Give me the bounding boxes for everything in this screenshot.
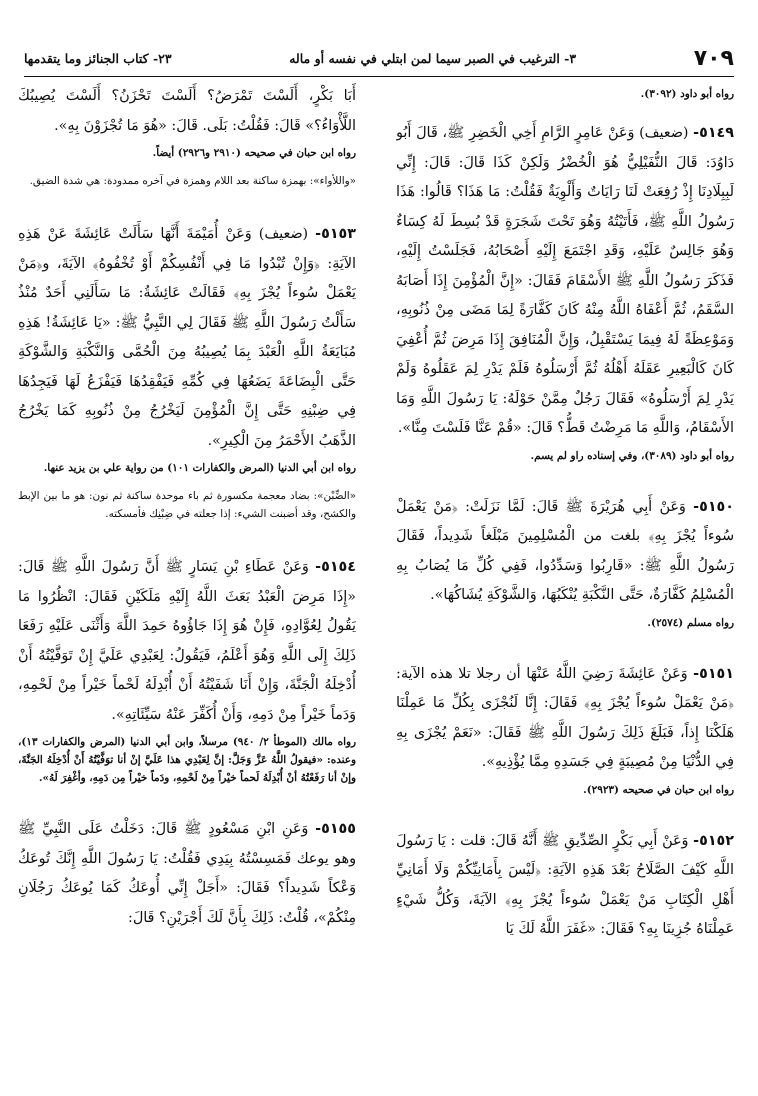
hadith-text: وَعَنْ عَائِشَةَ رَضِيَ اللَّهُ عَنْهَا أن رجلا تلا هذه الآية: ﴿مَنْ يَعْمَلْ سُوءاً يُجْزَ بِهِ﴾ فَقَالَ: إِنَّا لَنُجْزَى بِكُلِّ مَا عَمِلْنَا هَلَكْنَا إِذاً، فَبَلَغَ ذَلِكَ رَسُولَ اللَّهِ ﷺ فَقَالَ: «نَعَمْ يُجْزَى بِهِ فِي الدُّنْيَا مِنْ مُصِيبَةٍ فِي جَسَدِهِ مِمَّا يُؤْذِيهِ». [396, 665, 734, 770]
hadith-reference: رواه مالك (الموطأ ٢/ ٩٤٠) مرسلاً، وابن أبي الدنيا (المرض والكفارات ١٣)، وعنده: «فيقولُ اللَّهُ عَزَّ وَجَلَّ: إنَّ لِعَبْدِي هذا عَلَيَّ إنْ أنا توَفَّيْتُهُ أَنْ أُدْخِلَهُ الجَنَّةَ، وإنْ أنا رَفَعْتُهُ أنْ أُبْدِلَهُ لَحماً خيْراً مِنْ لَحْمِهِ، ودَماً خيْراً مِن دَمِهِ، وأغْفِرَ لَهُ». [18, 736, 356, 784]
hadith-5149 [396, 119, 734, 444]
page-number: ٧٠٩ [693, 45, 734, 71]
left-column [18, 82, 356, 1082]
hadith-text: وَعَنْ أَبِي بَكْرٍ الصِّدِّيقِ ﷺ أَنَّهُ قَالَ: قلت : يَا رَسُولَ اللَّهِ كَيْفَ الصَّلَاحُ بَعْدَ هَذِهِ الآيَةِ: ﴿لَيْسَ بِأَمَانِيِّكُمْ وَلَا أَمَانِيِّ أَهْلِ الْكِتَابِ مَنْ يَعْمَلْ سُوءاً يُجْزَ بِهِ﴾ الآيَةَ، وَكُلُّ شَيْءٍ عَمِلْنَاهُ جُزِينَا بِهِ؟ فَقَالَ: «غَفَرَ اللَّهُ لَكَ يَا [396, 832, 734, 937]
book-title: ٢٣- كتاب الجنائز وما يتقدمها [24, 50, 172, 66]
hadith-5155 [18, 815, 356, 933]
hadith-reference: رواه مسلم (٢٥٧٤). [647, 616, 734, 629]
hadith-text: وَعَنْ عَطَاءِ بْنِ يَسَارٍ ﷺ أَنَّ رَسُولَ اللَّهِ ﷺ قَالَ: «إِذَا مَرِضَ الْعَبْدُ بَعَثَ اللَّهُ إِلَيْهِ مَلَكَيْنِ فَقَالَ: انْظُرُوا مَا يَقُولُ لِعُوَّادِهِ، فَإِنْ هُوَ إِذَا جَاؤُوهُ حَمِدَ اللَّهَ وَأَثْنَى عَلَيْهِ رَفَعَا ذَلِكَ إِلَى اللَّهِ وَهُوَ أَعْلَمُ، فَيَقُولُ: لِعَبْدِي عَلَيَّ إِنْ تَوَفَّيْتُهُ أَنْ أُدْخِلَهُ الْجَنَّةَ، وَإِنْ أَنَا شَفَيْتُهُ أَنْ أُبْدِلَهُ لَحْماً خَيْراً مِنْ لَحْمِهِ، وَدَماً خَيْراً مِنْ دَمِهِ، وَأَنْ أُكَفِّرَ عَنْهُ سَيِّئَاتِهِ». [18, 559, 356, 723]
hadith-reference: رواه ابن أبي الدنيا (المرض والكفارات ١٠١) من رواية علي بن يزيد عنها. [43, 462, 356, 474]
hadith-number: ٥١٤٩- [693, 125, 734, 141]
hadith-number: ٥١٥٠- [693, 498, 734, 515]
right-column [396, 82, 734, 1082]
top-reference: رواه أبو داود (٣٠٩٢). [640, 88, 734, 100]
hadith-5152 [396, 827, 734, 945]
hadith-5150 [396, 493, 734, 611]
hadith-text: (ضعيف) وَعَنْ أُمَيْمَةَ أَنَّهَا سَأَلَتْ عَائِشَةَ عَنْ هَذِهِ الآيَةِ: ﴿وَإِنْ تُبْدُوا مَا فِي أَنْفُسِكُمْ أَوْ تُخْفُوهُ﴾ الآيَةَ، و﴿مَنْ يَعْمَلْ سُوءاً يُجْزَ بِهِ﴾ فَقَالَتْ عَائِشَةُ: مَا سَأَلَنِي أَحَدٌ مُنْذُ سَأَلْتُ رَسُولَ اللَّهِ ﷺ فَقَالَ لِي النَّبِيُّ ﷺ: «يَا عَائِشَةُ! هَذِهِ مُبَايَعَةُ اللَّهِ الْعَبْدَ بِمَا يُصِيبُهُ مِنَ الْحُمَّى وَالنَّكْبَةِ وَالشَّوْكَةِ حَتَّى الْبِضَاعَةَ يَضَعُهَا فِي كُمِّهِ فَيَفْقِدُهَا فَيَفْزَعُ لَهَا فَيَجِدُهَا فِي ضِبْنِهِ حَتَّى إِنَّ الْمُؤْمِنَ لَيَخْرُجُ مِنْ ذُنُوبِهِ كَمَا يَخْرُجُ الذَّهَبُ الأَحْمَرُ مِنَ الْكِيرِ». [18, 226, 356, 449]
hadith-5154 [18, 553, 356, 730]
hadith-text: وَعَنِ ابْنِ مَسْعُودٍ ﷺ قَالَ: دَخَلْتُ عَلَى النَّبِيِّ ﷺ وهو يوعك فَمَسِسْتُهُ بِيَدِي فَقُلْتُ: يَا رَسُولَ اللَّهِ إِنَّكَ تُوعَكُ وَعْكاً شَدِيداً؟ فَقَالَ: «أَجَلْ إِنِّي أُوعَكُ كَمَا يُوعَكُ رَجُلَانِ مِنْكُمْ»، قُلْتُ: ذَلِكَ بِأَنَّ لَكَ أَجْرَيْنِ؟ قَالَ: [18, 821, 356, 926]
hadith-5152-continuation: أَبَا بَكْرٍ، أَلَسْتَ تَمْرَضُ؟ أَلَسْتَ تَحْزَنُ؟ أَلَسْتَ يُصِيبُكَ اللَّأْوَاءُ؟» قَالَ: فَقُلْتُ: بَلَى. قَالَ: «هُوَ مَا تُجْزَوْنَ بِهِ». [18, 88, 356, 134]
hadith-5153 [18, 220, 356, 456]
hadith-number: ٥١٥٣- [315, 226, 356, 242]
hadith-number: ٥١٥٢- [693, 832, 734, 849]
hadith-number: ٥١٥١- [693, 665, 734, 682]
running-header [24, 40, 734, 77]
hadith-reference: رواه أبو داود (٣٠٨٩)، وفي إسناده راو لم يسم. [530, 449, 734, 462]
gloss-note: «واللأواء»: بهمزة ساكنة بعد اللام وهمزة في آخره ممدودة: هي شدة الضيق. [29, 175, 356, 187]
hadith-text: (ضعيف) وَعَنْ عَامِرٍ الرَّامِ أَخِي الْخَضِرِ ﷺ، قَالَ أَبُو دَاوُدَ: قَالَ النُّفَيْلِيُّ هُوَ الْخُضْرُ وَلَكِنْ كَذَا قَالَ: قَالَ: إِنِّي لَبِبِلَادِنَا إِذْ رُفِعَتْ لَنَا رَايَاتٌ وَأَلْوِيَةٌ فَقُلْتُ: مَا هَذَا؟ قَالُوا: هَذَا رَسُولُ اللَّهِ ﷺ، فَأَتَيْتُهُ وَهُوَ تَحْتَ شَجَرَةٍ قَدْ بُسِطَ لَهُ كِسَاءٌ وَهُوَ جَالِسٌ عَلَيْهِ، وَقَدِ اجْتَمَعَ إِلَيْهِ أَصْحَابُهُ، فَجَلَسْتُ إِلَيْهِ، فَذَكَرَ رَسُولُ اللَّهِ ﷺ الأَسْقَامَ فَقَالَ: «إِنَّ الْمُؤْمِنَ إِذَا أَصَابَهُ السَّقَمُ، ثُمَّ أَعْفَاهُ اللَّهُ مِنْهُ كَانَ كَفَّارَةً لِمَا مَضَى مِنْ ذُنُوبِهِ، وَمَوْعِظَةً لَهُ فِيمَا يَسْتَقْبِلُ، وَإِنَّ الْمُنَافِقَ إِذَا مَرِضَ ثُمَّ أُعْفِيَ كَانَ كَالْبَعِيرِ عَقَلَهُ أَهْلُهُ ثُمَّ أَرْسَلُوهُ فَلَمْ يَدْرِ لِمَ عَقَلُوهُ وَلَمْ يَدْرِ لِمَ أَرْسَلُوهُ» فَقَالَ رَجُلٌ مِمَّنْ حَوْلَهُ: يَا رَسُولَ اللَّهِ وَمَا الأَسْقَامُ، وَاللَّهِ مَا مَرِضْتُ قَطُّ؟ قَالَ: «قُمْ عَنَّا فَلَسْتَ مِنَّا». [396, 125, 734, 436]
hadith-5151 [396, 660, 734, 778]
gloss-note: «الضِّبْن»: بضاد معجمة مكسورة ثم باء موحدة ساكنة ثم نون: هو ما بين الإبط والكشح، وقد أضبنت الشيء: إذا جعلته في ضِبْنِك فأمسكته. [18, 490, 356, 520]
hadith-reference: رواه ابن حبان في صحيحه (٢٩٢٣). [583, 783, 734, 796]
hadith-reference: رواه ابن حبان في صحيحه (٢٩١٠ و٢٩٢٦) أيضاً. [152, 147, 356, 159]
hadith-text: وَعَنْ أَبِي هُرَيْرَةَ ﷺ قَالَ: لَمَّا نَزَلَتْ: ﴿مَنْ يَعْمَلْ سُوءاً يُجْزَ بِهِ﴾ بلغت من الْمُسْلِمِينَ مَبْلَغاً شَدِيداً، فَقَالَ رَسُولُ اللَّهِ ﷺ: «قَارِبُوا وَسَدِّدُوا، فَفِي كُلِّ مَا يُصَابُ بِهِ الْمُسْلِمُ كَفَّارَةٌ، حَتَّى النَّكْبَةِ يُنْكَبُهَا، وَالشَّوْكَةِ يُشَاكُهَا». [396, 498, 734, 603]
hadith-number: ٥١٥٥- [315, 821, 356, 837]
chapter-title: ٣- الترغيب في الصبر سيما لمن ابتلي في نفسه أو ماله [289, 50, 577, 66]
hadith-number: ٥١٥٤- [315, 559, 356, 575]
